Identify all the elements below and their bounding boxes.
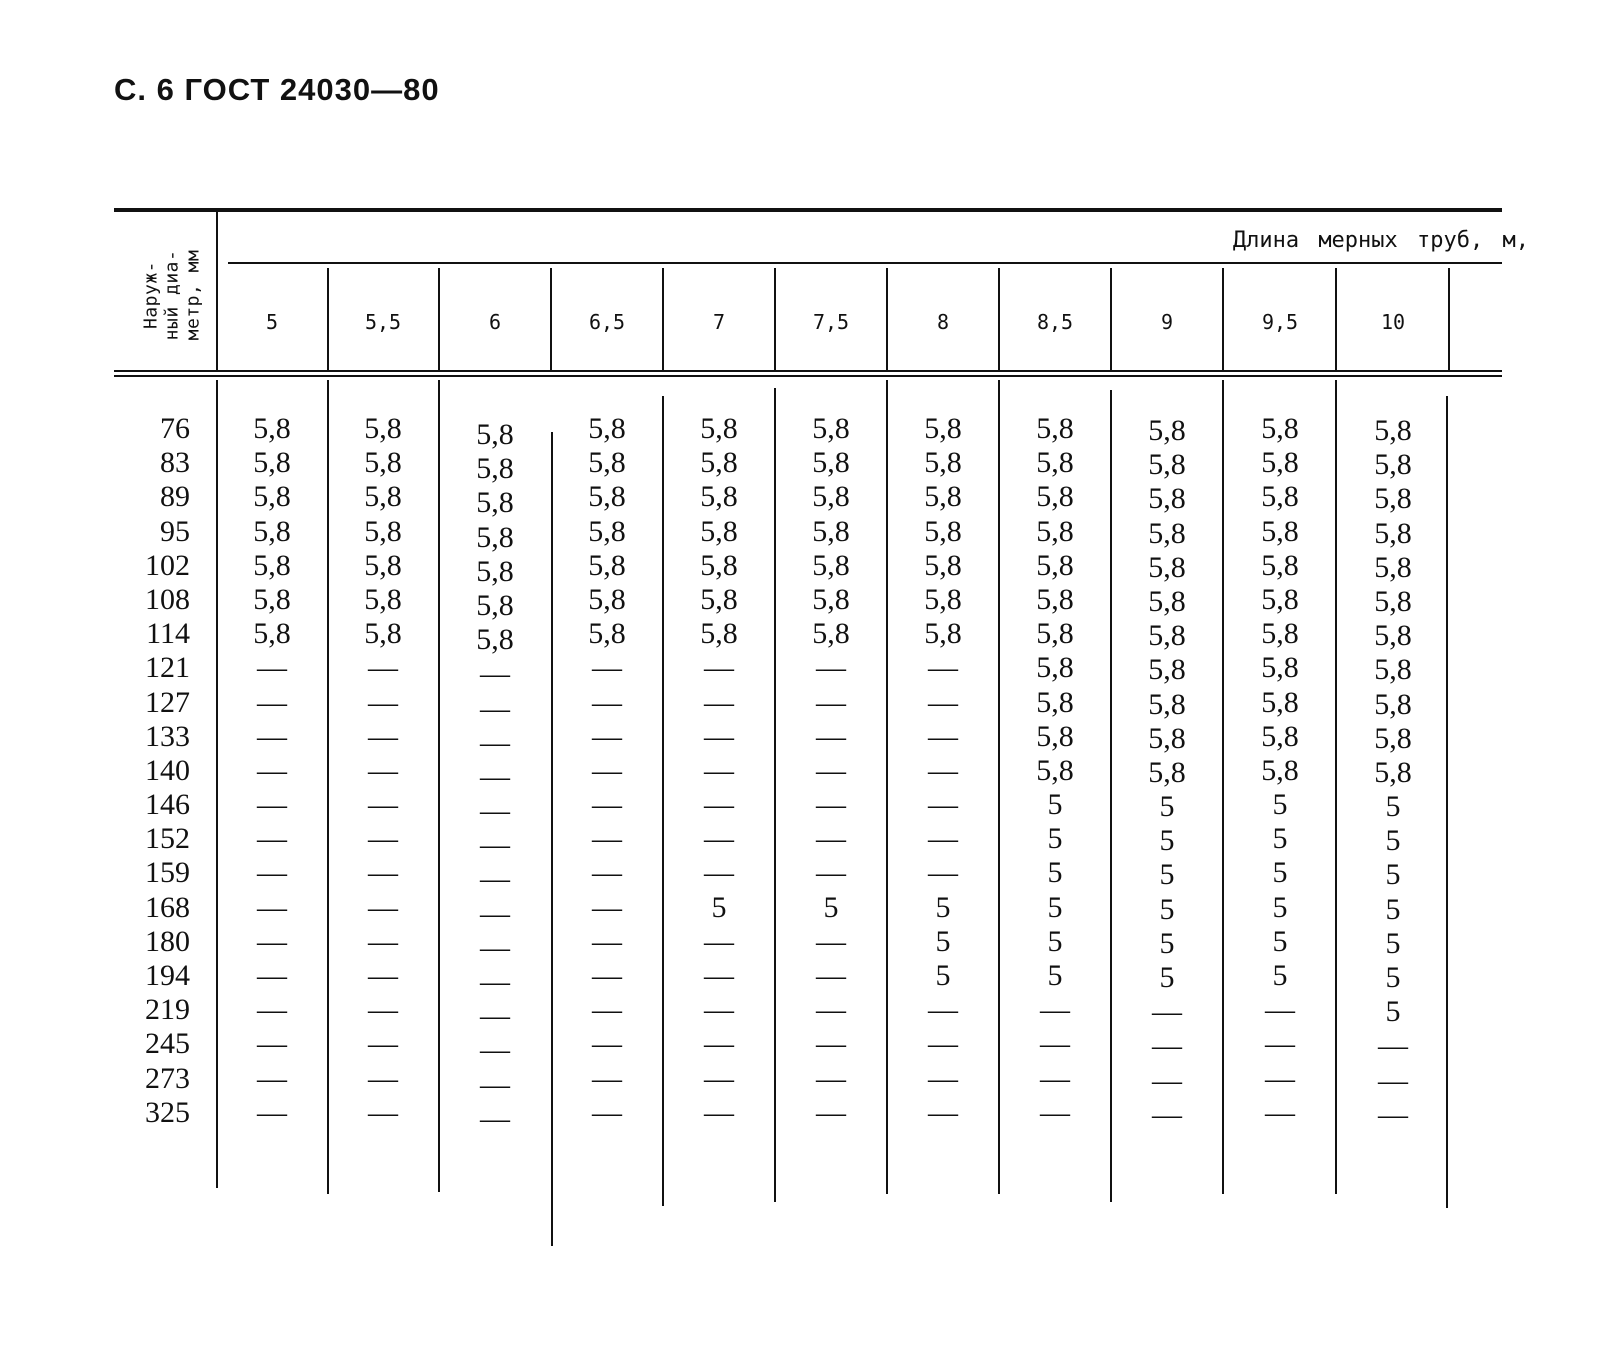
table-cell: — — [928, 788, 958, 822]
group-header: Длина мерных труб, м, — [1232, 228, 1529, 253]
table-cell: — — [1152, 1029, 1182, 1063]
row-label: 146 — [145, 788, 190, 822]
row-header-line: ный диа- — [161, 249, 183, 341]
table-cell: 5,8 — [1374, 721, 1412, 755]
body-separator — [1335, 380, 1337, 1194]
table-cell: 5,8 — [588, 514, 626, 548]
table-cell: 5,8 — [812, 480, 850, 514]
table-cell: — — [816, 822, 846, 856]
table-cell: 5,8 — [1261, 412, 1299, 445]
table-cell: — — [704, 1027, 734, 1061]
table-cell: 5,8 — [924, 582, 962, 616]
column-header: 5,5 — [364, 310, 402, 334]
table-cell: — — [480, 930, 510, 964]
table-cell: — — [704, 1095, 734, 1129]
table-cell: — — [480, 759, 510, 793]
table-cell: 5 — [1159, 926, 1175, 960]
row-label: 168 — [145, 890, 190, 924]
table-cell: 5,8 — [700, 582, 738, 616]
table-cell: 5,8 — [253, 514, 291, 548]
table-cell: 5,8 — [1148, 516, 1186, 550]
value-column — [222, 412, 322, 1130]
row-label: 76 — [160, 412, 190, 445]
table-cell: 5,8 — [253, 446, 291, 480]
table-cell: — — [704, 959, 734, 992]
table-cell: 5,8 — [476, 588, 514, 622]
table-cell: — — [480, 725, 510, 759]
table-cell: — — [257, 890, 287, 924]
table-cell: — — [480, 862, 510, 896]
table-cell: 5,8 — [700, 514, 738, 548]
table-cell: 5,8 — [364, 548, 402, 582]
table-cell: 5,8 — [924, 446, 962, 480]
table-cell: — — [704, 1061, 734, 1095]
table-cell: 5,8 — [1036, 719, 1074, 753]
table-cell: — — [480, 1033, 510, 1067]
table-cell: — — [1265, 1095, 1295, 1129]
table-cell: 5,8 — [476, 554, 514, 588]
body-separator — [216, 380, 218, 1188]
table-cell: 5 — [1047, 788, 1063, 822]
row-label: 140 — [145, 753, 190, 787]
table-cell: 5,8 — [1374, 448, 1412, 482]
row-label: 180 — [145, 924, 190, 958]
table-cell: — — [816, 719, 846, 753]
table-cell: 5 — [1047, 924, 1063, 958]
body-separator — [438, 380, 440, 1192]
value-column — [445, 418, 545, 1136]
table-cell: 5,8 — [700, 412, 738, 445]
table-cell: — — [592, 822, 622, 856]
table-cell: 5 — [1159, 858, 1175, 892]
table-cell: 5,8 — [1036, 753, 1074, 787]
column-header: 5 — [265, 310, 279, 334]
table-cell: 5,8 — [1148, 482, 1186, 516]
table-cell: — — [704, 924, 734, 958]
table-cell: — — [257, 719, 287, 753]
table-cell: — — [1040, 1095, 1070, 1129]
table-cell: — — [257, 753, 287, 787]
table-cell: — — [368, 924, 398, 958]
table-cell: — — [480, 794, 510, 828]
table-cell: 5,8 — [1148, 653, 1186, 687]
table-cell: — — [368, 993, 398, 1027]
table-cell: 5,8 — [1148, 448, 1186, 482]
table-cell: 5 — [1385, 926, 1401, 960]
table-cell: 5,8 — [1036, 548, 1074, 582]
table-cell: — — [257, 924, 287, 958]
table-cell: — — [480, 691, 510, 725]
table-cell: 5,8 — [1148, 414, 1186, 447]
table-cell: — — [368, 1027, 398, 1061]
table-cell: — — [704, 856, 734, 890]
table-cell: 5,8 — [588, 446, 626, 480]
table-cell: 5,8 — [1374, 584, 1412, 618]
table-cell: 5,8 — [1261, 651, 1299, 685]
table-cell: 5,8 — [588, 412, 626, 445]
table-cell: — — [592, 651, 622, 685]
table-cell: 5 — [1385, 892, 1401, 926]
table-cell: — — [257, 959, 287, 992]
table-cell: 5,8 — [1261, 548, 1299, 582]
diameter-column — [110, 412, 190, 1130]
table-cell: 5,8 — [1374, 516, 1412, 550]
table-cell: 5 — [935, 959, 951, 992]
table-cell: — — [592, 753, 622, 787]
table-cell: — — [1265, 1027, 1295, 1061]
table-cell: 5,8 — [476, 486, 514, 520]
row-label: 121 — [145, 651, 190, 685]
table-cell: — — [928, 1061, 958, 1095]
table-cell: 5,8 — [1374, 687, 1412, 721]
table-cell: — — [928, 651, 958, 685]
table-cell: 5,8 — [1036, 514, 1074, 548]
table-cell: 5,8 — [1261, 685, 1299, 719]
table-cell: — — [816, 1061, 846, 1095]
table-cell: — — [368, 651, 398, 685]
row-label: 83 — [160, 446, 190, 480]
table-cell: — — [480, 896, 510, 930]
table-cell: — — [1152, 1097, 1182, 1131]
table-cell: 5 — [1159, 892, 1175, 926]
table-cell: 5 — [1385, 790, 1401, 824]
table-cell: 5 — [1272, 924, 1288, 958]
table-cell: — — [368, 856, 398, 890]
table-cell: 5 — [1272, 890, 1288, 924]
table-cell: 5,8 — [700, 480, 738, 514]
header-separator — [216, 212, 218, 370]
row-label: 102 — [145, 548, 190, 582]
table-cell: — — [592, 685, 622, 719]
table-cell: — — [928, 753, 958, 787]
table-cell: — — [592, 788, 622, 822]
table-cell: 5,8 — [1148, 721, 1186, 755]
table-cell: 5 — [1272, 788, 1288, 822]
table-cell: 5,8 — [1261, 719, 1299, 753]
table-cell: — — [1152, 995, 1182, 1029]
table-cell: — — [816, 1027, 846, 1061]
row-label: 325 — [145, 1095, 190, 1129]
table-cell: — — [257, 993, 287, 1027]
body-separator — [998, 380, 1000, 1194]
table-cell: — — [257, 1027, 287, 1061]
table-cell: — — [1040, 993, 1070, 1027]
table-cell: 5 — [711, 890, 727, 924]
table-cell: 5 — [1047, 890, 1063, 924]
table-cell: 5,8 — [1036, 651, 1074, 685]
table-cell: — — [368, 890, 398, 924]
table-cell: 5 — [823, 890, 839, 924]
page-header: С. 6 ГОСТ 24030—80 — [114, 72, 440, 107]
table-cell: — — [1378, 1097, 1408, 1131]
table-cell: — — [928, 856, 958, 890]
table-cell: 5,8 — [364, 514, 402, 548]
row-label: 245 — [145, 1027, 190, 1061]
table-cell: 5 — [1272, 822, 1288, 856]
table-cell: — — [257, 651, 287, 685]
table-cell: — — [592, 1061, 622, 1095]
table-cell: — — [928, 822, 958, 856]
table-cell: 5 — [1159, 961, 1175, 994]
table-cell: — — [1265, 993, 1295, 1027]
row-label: 108 — [145, 582, 190, 616]
table-cell: 5 — [1272, 856, 1288, 890]
table-cell: — — [1040, 1027, 1070, 1061]
column-header: 7,5 — [812, 310, 850, 334]
column-header: 9,5 — [1261, 310, 1299, 334]
table-cell: — — [816, 685, 846, 719]
table-cell: — — [368, 959, 398, 992]
body-separator — [662, 396, 664, 1206]
table-cell: — — [480, 828, 510, 862]
table-cell: 5,8 — [812, 548, 850, 582]
table-cell: — — [368, 719, 398, 753]
column-header: 9 — [1160, 310, 1174, 334]
table-cell: 5,8 — [1261, 480, 1299, 514]
row-label: 89 — [160, 480, 190, 514]
table-cell: 5,8 — [1261, 514, 1299, 548]
table-cell: — — [928, 1095, 958, 1129]
table-cell: 5 — [1159, 790, 1175, 824]
table-cell: 5,8 — [253, 412, 291, 445]
body-separator — [886, 380, 888, 1194]
body-separator — [1222, 380, 1224, 1194]
table-cell: 5 — [935, 890, 951, 924]
table-cell: 5,8 — [476, 452, 514, 486]
table-cell: 5,8 — [364, 412, 402, 445]
table-cell: 5,8 — [1261, 617, 1299, 651]
table-cell: — — [368, 1095, 398, 1129]
table-cell: — — [816, 993, 846, 1027]
row-label: 133 — [145, 719, 190, 753]
table-cell: 5,8 — [364, 446, 402, 480]
table-cell: 5,8 — [924, 548, 962, 582]
column-header: 10 — [1380, 310, 1406, 334]
table-cell: — — [480, 657, 510, 691]
table-cell: 5 — [1385, 961, 1401, 994]
table-cell: 5,8 — [253, 548, 291, 582]
table-cell: 5,8 — [588, 617, 626, 651]
table-cell: — — [704, 788, 734, 822]
table-cell: 5,8 — [812, 617, 850, 651]
table-cell: — — [928, 1027, 958, 1061]
table-cell: — — [592, 719, 622, 753]
table-cell: — — [592, 959, 622, 992]
table-cell: — — [816, 788, 846, 822]
table-cell: 5,8 — [588, 582, 626, 616]
table-cell: 5,8 — [1036, 685, 1074, 719]
table-cell: — — [704, 719, 734, 753]
table-cell: — — [704, 993, 734, 1027]
table-cell: 5,8 — [700, 548, 738, 582]
table-cell: 5,8 — [1148, 755, 1186, 789]
table-cell: — — [816, 856, 846, 890]
table-cell: — — [816, 651, 846, 685]
table-cell: 5 — [1159, 824, 1175, 858]
header-bottom-rule-second — [114, 375, 1502, 377]
table-cell: — — [1378, 1029, 1408, 1063]
table-cell: — — [480, 965, 510, 998]
value-column — [893, 412, 993, 1130]
table-cell: 5,8 — [364, 582, 402, 616]
table-cell: 5,8 — [1148, 619, 1186, 653]
table-cell: — — [480, 1067, 510, 1101]
value-column — [333, 412, 433, 1130]
table-cell: — — [368, 1061, 398, 1095]
table-cell: 5,8 — [1261, 582, 1299, 616]
table-cell: — — [816, 1095, 846, 1129]
table-cell: 5,8 — [924, 412, 962, 445]
table-cell: 5,8 — [253, 480, 291, 514]
row-label: 219 — [145, 993, 190, 1027]
table-cell: — — [592, 856, 622, 890]
table-cell: — — [592, 924, 622, 958]
table-cell: — — [1152, 1063, 1182, 1097]
table-cell: 5,8 — [1036, 582, 1074, 616]
table-cell: 5,8 — [1148, 687, 1186, 721]
table-cell: — — [368, 788, 398, 822]
table-cell: 5,8 — [1036, 446, 1074, 480]
table-cell: — — [257, 1061, 287, 1095]
row-header-line: метр, мм — [182, 249, 204, 341]
table-cell: — — [1378, 1063, 1408, 1097]
value-column — [1230, 412, 1330, 1130]
table-cell: — — [816, 924, 846, 958]
table-cell: 5,8 — [812, 412, 850, 445]
table-cell: — — [480, 1101, 510, 1135]
table-cell: 5,8 — [1036, 617, 1074, 651]
row-header — [141, 220, 204, 370]
body-separator — [1110, 390, 1112, 1202]
table-cell: — — [704, 651, 734, 685]
table-cell: — — [592, 993, 622, 1027]
body-separator — [1446, 396, 1448, 1208]
value-column — [1117, 414, 1217, 1132]
table-cell: 5 — [1047, 856, 1063, 890]
table-cell: 5,8 — [476, 418, 514, 451]
body-separator — [551, 432, 553, 1246]
column-header: 7 — [712, 310, 726, 334]
row-label: 152 — [145, 822, 190, 856]
table-cell: — — [704, 753, 734, 787]
table-cell: 5,8 — [700, 446, 738, 480]
table-cell: — — [592, 890, 622, 924]
table-cell: 5,8 — [924, 617, 962, 651]
table-cell: — — [592, 1095, 622, 1129]
table-cell: — — [257, 1095, 287, 1129]
table-cell: — — [368, 753, 398, 787]
table-cell: 5,8 — [1036, 412, 1074, 445]
table-cell: — — [704, 822, 734, 856]
table-cell: 5,8 — [1261, 446, 1299, 480]
table-cell: — — [928, 993, 958, 1027]
table-cell: — — [816, 753, 846, 787]
table-cell: — — [368, 822, 398, 856]
table-cell: 5,8 — [1374, 414, 1412, 447]
table-cell: 5,8 — [588, 480, 626, 514]
table-cell: 5,8 — [364, 480, 402, 514]
row-label: 159 — [145, 856, 190, 890]
table-cell: 5,8 — [1374, 550, 1412, 584]
column-header: 6 — [488, 310, 502, 334]
table-cell: 5,8 — [812, 514, 850, 548]
value-column — [1005, 412, 1105, 1130]
row-label: 114 — [146, 617, 190, 651]
table-cell: 5 — [1047, 959, 1063, 992]
table-cell: — — [592, 1027, 622, 1061]
value-column — [669, 412, 769, 1130]
table-cell: 5,8 — [812, 582, 850, 616]
table-cell: 5,8 — [812, 446, 850, 480]
table-cell: — — [928, 719, 958, 753]
table-cell: 5,8 — [1148, 584, 1186, 618]
table-cell: 5,8 — [588, 548, 626, 582]
table-cell: — — [257, 788, 287, 822]
column-header: 8,5 — [1036, 310, 1074, 334]
table-cell: 5 — [1385, 858, 1401, 892]
table-cell: 5,8 — [364, 617, 402, 651]
table-cell: 5 — [935, 924, 951, 958]
row-header-line: Наруж- — [140, 260, 162, 330]
table-cell: 5,8 — [476, 623, 514, 657]
table-cell: — — [816, 959, 846, 992]
table-cell: — — [1040, 1061, 1070, 1095]
table-cell: — — [257, 822, 287, 856]
table-cell: 5,8 — [476, 520, 514, 554]
table-cell: — — [257, 685, 287, 719]
table-cell: — — [480, 999, 510, 1033]
body-separator — [774, 388, 776, 1202]
table-cell: 5 — [1047, 822, 1063, 856]
table-cell: 5,8 — [253, 582, 291, 616]
table-cell: — — [704, 685, 734, 719]
row-label: 273 — [145, 1061, 190, 1095]
row-label: 95 — [160, 514, 190, 548]
value-column — [1343, 414, 1443, 1132]
column-header: 6,5 — [588, 310, 626, 334]
value-column — [557, 412, 657, 1130]
row-label: 194 — [145, 959, 190, 992]
value-column — [781, 412, 881, 1130]
table-cell: 5,8 — [924, 480, 962, 514]
column-header: 8 — [936, 310, 950, 334]
table-cell: 5,8 — [1148, 550, 1186, 584]
table-cell: — — [928, 685, 958, 719]
table-cell: 5 — [1272, 959, 1288, 992]
table-cell: 5,8 — [1374, 482, 1412, 516]
table-cell: — — [368, 685, 398, 719]
table-cell: 5,8 — [1374, 653, 1412, 687]
table-cell: 5,8 — [1036, 480, 1074, 514]
table-cell: — — [257, 856, 287, 890]
row-label: 127 — [145, 685, 190, 719]
table-cell: 5,8 — [1374, 619, 1412, 653]
header-bottom-rule — [114, 370, 1502, 372]
body-separator — [327, 380, 329, 1194]
table-cell: 5,8 — [924, 514, 962, 548]
table-cell: 5,8 — [253, 617, 291, 651]
table-cell: 5 — [1385, 824, 1401, 858]
table-cell: — — [1265, 1061, 1295, 1095]
table-cell: 5,8 — [1374, 755, 1412, 789]
table-top-rule — [114, 208, 1502, 212]
table-cell: 5,8 — [1261, 753, 1299, 787]
group-header-rule — [228, 262, 1502, 264]
table-cell: 5 — [1385, 995, 1401, 1029]
table-cell: 5,8 — [700, 617, 738, 651]
